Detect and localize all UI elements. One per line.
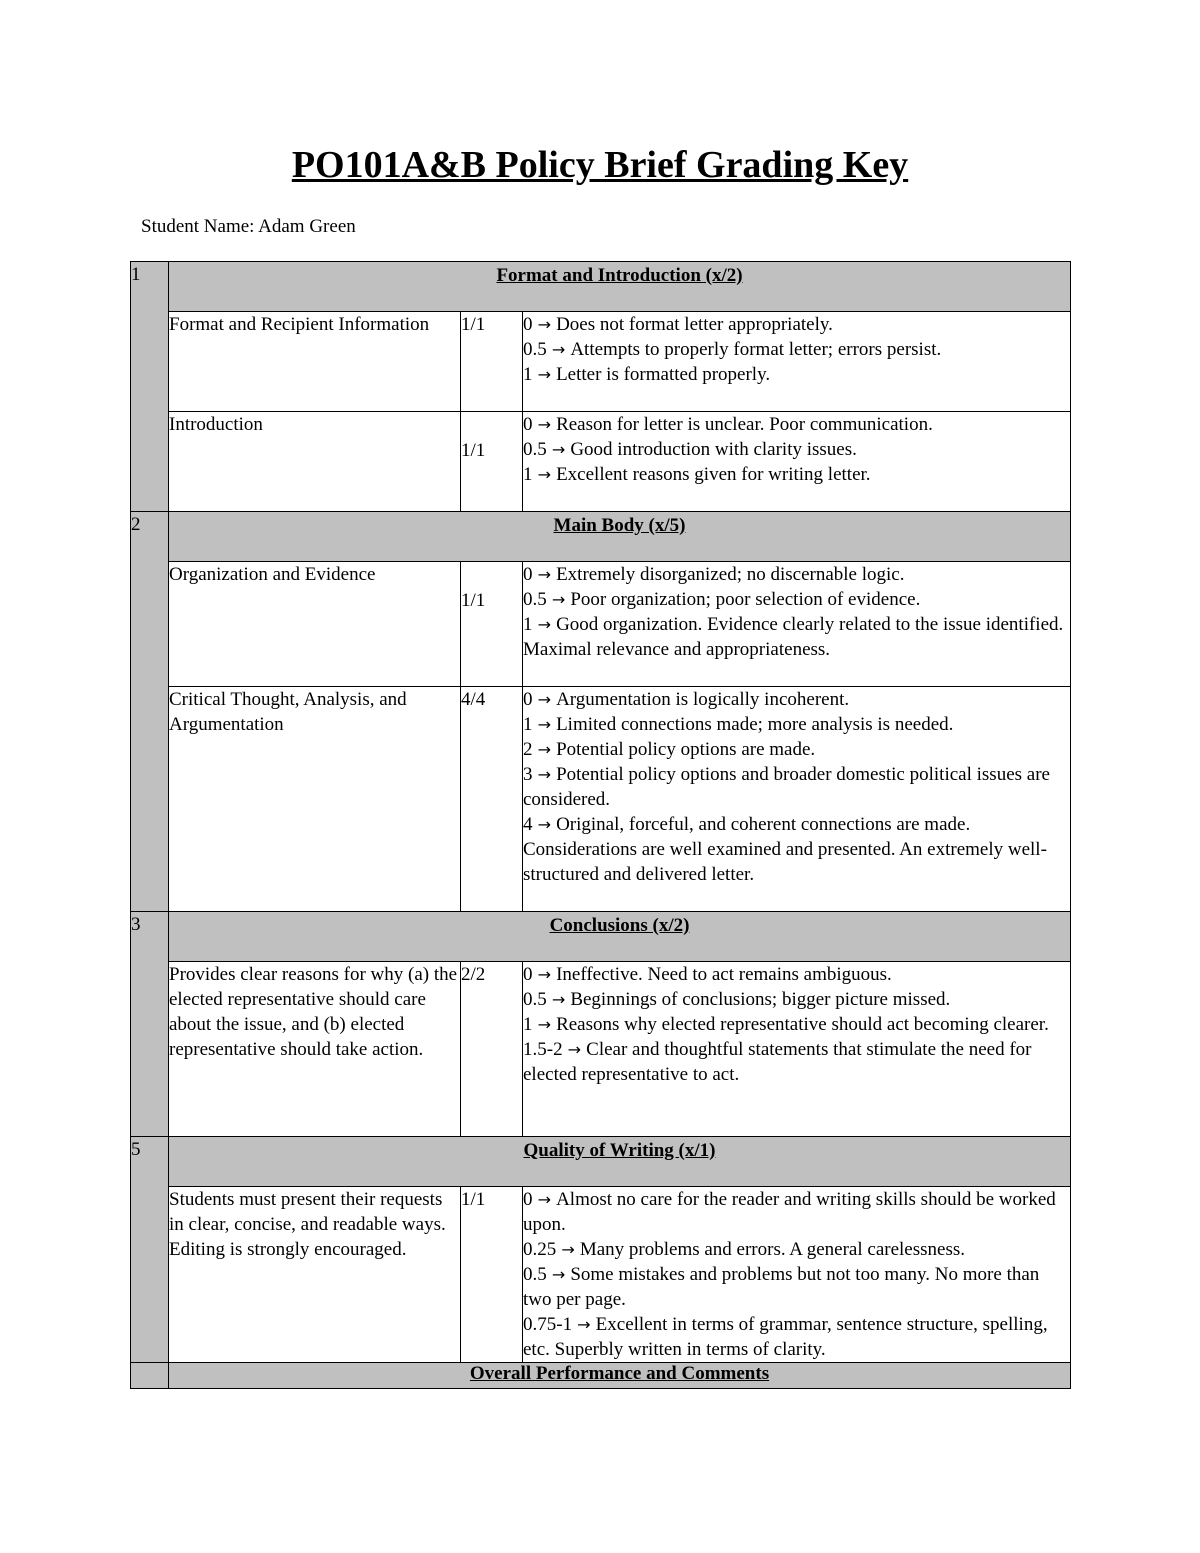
- level-text: Almost no care for the reader and writing skills should be worked upon.: [523, 1189, 1056, 1235]
- level-line: [523, 1312, 1070, 1362]
- level-value: 0.5: [523, 589, 547, 610]
- level-text: Clear and thoughtful statements that stimulate the need for elected representative to act.: [523, 1039, 1032, 1085]
- level-line: [523, 312, 1070, 337]
- student-name: Student Name: Adam Green: [141, 216, 356, 237]
- level-line: [523, 612, 1070, 662]
- criterion-row: [131, 687, 1071, 912]
- section-heading: [169, 912, 1071, 962]
- level-line: [523, 1187, 1070, 1237]
- level-value: 0.5: [523, 1264, 547, 1285]
- level-text: Limited connections made; more analysis is needed.: [556, 714, 954, 735]
- arrow-icon: →: [532, 765, 557, 784]
- level-value: 0.5: [523, 989, 547, 1010]
- section-heading: [169, 512, 1071, 562]
- section-heading: [169, 262, 1071, 312]
- level-text: Argumentation is logically incoherent.: [556, 689, 850, 710]
- page-title: PO101A&B Policy Brief Grading Key: [291, 144, 909, 186]
- section-heading: [169, 1137, 1071, 1187]
- criterion-name: Critical Thought, Analysis, and Argumentation: [169, 687, 461, 912]
- criterion-row: [131, 962, 1071, 1137]
- arrow-icon: →: [532, 1190, 557, 1209]
- level-value: 4: [523, 814, 533, 835]
- arrow-icon: →: [532, 815, 557, 834]
- level-value: 0.25: [523, 1239, 557, 1260]
- level-line: [523, 737, 1070, 762]
- arrow-icon: →: [532, 965, 557, 984]
- level-text: Letter is formatted properly.: [556, 364, 771, 385]
- level-line: [523, 762, 1070, 812]
- level-text: Potential policy options are made.: [556, 739, 816, 760]
- criterion-score: 1/1: [461, 562, 523, 687]
- level-line: [523, 1012, 1070, 1037]
- level-line: [523, 987, 1070, 1012]
- level-value: 0: [523, 964, 533, 985]
- level-text: Poor organization; poor selection of evidence.: [570, 589, 921, 610]
- section-heading-text: Format and Introduction (x/2): [496, 265, 743, 286]
- criterion-score: 1/1: [461, 312, 523, 412]
- level-value: 0: [523, 314, 533, 335]
- level-line: [523, 962, 1070, 987]
- level-text: Reason for letter is unclear. Poor communication.: [556, 414, 933, 435]
- level-value: 0: [523, 564, 533, 585]
- level-value: 0: [523, 1189, 533, 1210]
- criterion-score: 4/4: [461, 687, 523, 912]
- level-text: Good organization. Evidence clearly related to the issue identified. Maximal relevance and appropriateness.: [523, 614, 1064, 660]
- section-number: 5: [131, 1137, 169, 1363]
- criterion-score: 1/1: [461, 1187, 523, 1363]
- section-heading-text: Main Body (x/5): [553, 515, 686, 536]
- section-number: 2: [131, 512, 169, 912]
- arrow-icon: →: [546, 990, 571, 1009]
- criterion-name: Students must present their requests in clear, concise, and readable ways. Editing is strongly encouraged.: [169, 1187, 461, 1363]
- overall-number-cell: [131, 1363, 169, 1389]
- level-value: 0: [523, 414, 533, 435]
- level-line: [523, 1262, 1070, 1312]
- criterion-name: Provides clear reasons for why (a) the elected representative should care about the issue, and (b) elected representative should take action.: [169, 962, 461, 1137]
- level-text: Original, forceful, and coherent connections are made. Considerations are well examined and presented. An extremely well-structured and delivered letter.: [523, 814, 1047, 885]
- level-line: [523, 687, 1070, 712]
- arrow-icon: →: [532, 315, 557, 334]
- level-line: [523, 1237, 1070, 1262]
- level-value: 1: [523, 464, 533, 485]
- level-line: [523, 412, 1070, 437]
- criterion-levels: [523, 412, 1071, 512]
- arrow-icon: →: [532, 365, 557, 384]
- section-heading-text: Quality of Writing (x/1): [523, 1140, 716, 1161]
- level-line: [523, 437, 1070, 462]
- level-text: Extremely disorganized; no discernable logic.: [556, 564, 905, 585]
- criterion-score: 1/1: [461, 412, 523, 512]
- level-value: 0.5: [523, 439, 547, 460]
- level-value: 3: [523, 764, 533, 785]
- criterion-name: Format and Recipient Information: [169, 312, 461, 412]
- arrow-icon: →: [532, 465, 557, 484]
- arrow-icon: →: [546, 1265, 571, 1284]
- criterion-levels: [523, 562, 1071, 687]
- level-text: Attempts to properly format letter; errors persist.: [570, 339, 942, 360]
- level-value: 0: [523, 689, 533, 710]
- level-line: [523, 562, 1070, 587]
- level-line: [523, 337, 1070, 362]
- section-header-row: [131, 1137, 1071, 1187]
- level-value: 1.5-2: [523, 1039, 563, 1060]
- arrow-icon: →: [532, 1015, 557, 1034]
- arrow-icon: →: [556, 1240, 580, 1259]
- level-line: [523, 462, 1070, 487]
- level-text: Some mistakes and problems but not too many. No more than two per page.: [523, 1264, 1040, 1310]
- criterion-levels: [523, 312, 1071, 412]
- criterion-row: [131, 562, 1071, 687]
- section-header-row: [131, 262, 1071, 312]
- section-number: 1: [131, 262, 169, 512]
- level-line: [523, 712, 1070, 737]
- arrow-icon: →: [532, 615, 557, 634]
- section-header-row: [131, 512, 1071, 562]
- overall-row: [131, 1363, 1071, 1389]
- overall-heading: Overall Performance and Comments: [169, 1363, 1071, 1389]
- arrow-icon: →: [546, 340, 571, 359]
- level-value: 0.5: [523, 339, 547, 360]
- section-number: 3: [131, 912, 169, 1137]
- criterion-levels: [523, 962, 1071, 1137]
- level-text: Good introduction with clarity issues.: [570, 439, 857, 460]
- grading-table: [130, 261, 1071, 1389]
- arrow-icon: →: [546, 590, 571, 609]
- arrow-icon: →: [532, 415, 557, 434]
- level-text: Ineffective. Need to act remains ambiguous.: [556, 964, 892, 985]
- level-value: 1: [523, 714, 533, 735]
- arrow-icon: →: [532, 565, 557, 584]
- arrow-icon: →: [562, 1040, 587, 1059]
- criterion-score: 2/2: [461, 962, 523, 1137]
- criterion-levels: [523, 687, 1071, 912]
- criterion-name: Introduction: [169, 412, 461, 512]
- criterion-row: [131, 1187, 1071, 1363]
- level-text: Excellent reasons given for writing letter.: [556, 464, 871, 485]
- level-value: 1: [523, 364, 533, 385]
- arrow-icon: →: [546, 440, 571, 459]
- criterion-name: Organization and Evidence: [169, 562, 461, 687]
- criterion-row: [131, 312, 1071, 412]
- criterion-levels: [523, 1187, 1071, 1363]
- level-value: 0.75-1: [523, 1314, 573, 1335]
- section-heading-text: Conclusions (x/2): [549, 915, 690, 936]
- arrow-icon: →: [532, 690, 557, 709]
- level-text: Beginnings of conclusions; bigger picture missed.: [570, 989, 951, 1010]
- level-text: Excellent in terms of grammar, sentence structure, spelling, etc. Superbly written in terms of clarity.: [523, 1314, 1048, 1360]
- level-line: [523, 812, 1070, 887]
- level-line: [523, 362, 1070, 387]
- level-text: Potential policy options and broader domestic political issues are considered.: [523, 764, 1050, 810]
- arrow-icon: →: [532, 740, 557, 759]
- arrow-icon: →: [532, 715, 557, 734]
- arrow-icon: →: [572, 1315, 596, 1334]
- level-text: Reasons why elected representative should act becoming clearer.: [556, 1014, 1049, 1035]
- section-header-row: [131, 912, 1071, 962]
- criterion-row: [131, 412, 1071, 512]
- level-line: [523, 1037, 1070, 1087]
- level-text: Many problems and errors. A general carelessness.: [579, 1239, 965, 1260]
- level-line: [523, 587, 1070, 612]
- level-value: 2: [523, 739, 533, 760]
- level-value: 1: [523, 1014, 533, 1035]
- level-text: Does not format letter appropriately.: [556, 314, 833, 335]
- level-value: 1: [523, 614, 533, 635]
